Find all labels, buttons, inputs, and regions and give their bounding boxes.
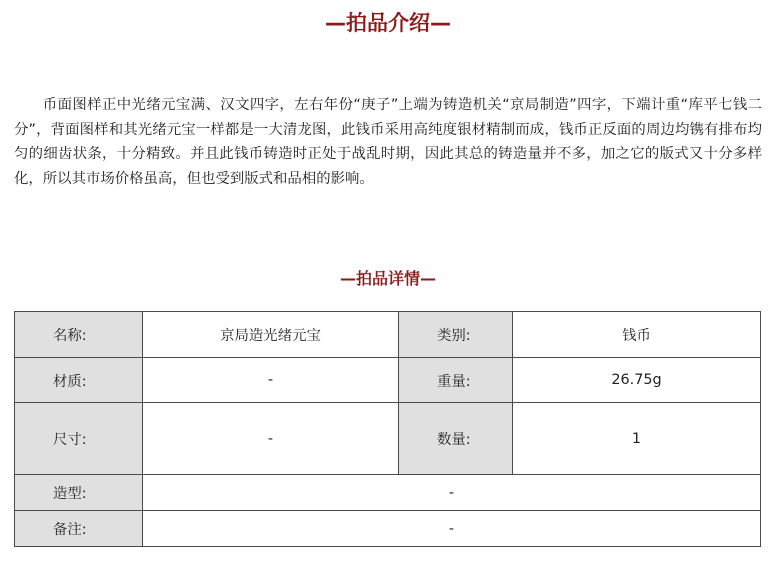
- note-value: -: [143, 511, 761, 547]
- details-table: [14, 311, 761, 547]
- intro-section-title: —拍品介绍—: [325, 11, 451, 35]
- table-row: [15, 511, 761, 547]
- category-label: 类别:: [399, 312, 513, 358]
- shape-value: -: [143, 475, 761, 511]
- shape-label: 造型:: [15, 475, 143, 511]
- table-row: [15, 358, 761, 403]
- intro-paragraph: 币面图样正中光绪元宝满、汉文四字，左右年份“庚子”上端为铸造机关“京局制造”四字，下端计重“库平七钱二分”，背面图样和其光绪元宝一样都是一大清龙图，此钱币采用高纯度银材精制而成，钱币正反面的周边均镌有排布均匀的细齿状条，十分精致。并且此钱币铸造时正处于战乱时期，因此其总的铸造量并不多，加之它的版式又十分多样化，所以其市场价格虽高，但也受到版式和品相的影响。: [14, 97, 762, 187]
- table-row: [15, 312, 761, 358]
- name-label: 名称:: [15, 312, 143, 358]
- table-row: [15, 475, 761, 511]
- size-value: -: [143, 403, 399, 475]
- quantity-label: 数量:: [399, 403, 513, 475]
- weight-value: 26.75g: [513, 358, 761, 403]
- name-value: 京局造光绪元宝: [143, 312, 399, 358]
- material-value: -: [143, 358, 399, 403]
- note-label: 备注:: [15, 511, 143, 547]
- category-value: 钱币: [513, 312, 761, 358]
- details-section-title: —拍品详情—: [339, 269, 436, 288]
- weight-label: 重量:: [399, 358, 513, 403]
- size-label: 尺寸:: [15, 403, 143, 475]
- quantity-value: 1: [513, 403, 761, 475]
- table-row: [15, 403, 761, 475]
- material-label: 材质:: [15, 358, 143, 403]
